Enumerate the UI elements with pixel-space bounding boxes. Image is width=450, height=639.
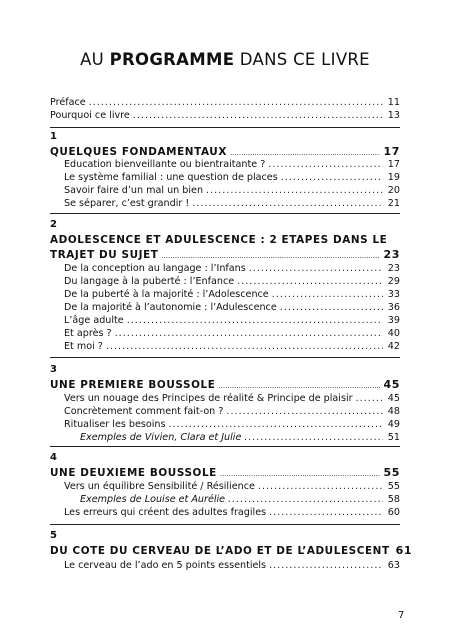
divider <box>50 127 400 128</box>
toc-chapter-3[interactable]: UNE PREMIERE BOUSSOLE ..... 45 <box>50 378 400 393</box>
page-title: AU PROGRAMME DANS CE LIVRE <box>80 50 370 69</box>
toc-entry-example[interactable]: Exemples de Louise et Aurélie ..... 58 <box>80 493 400 506</box>
section-number: 4 <box>50 452 57 463</box>
toc-entry[interactable]: Et moi ? ..... 42 <box>64 340 400 353</box>
toc-entry[interactable]: Vers un nouage des Principes de réalité & Principe de plaisir ..... 45 <box>64 392 400 405</box>
toc-entry-pourquoi[interactable]: Pourquoi ce livre ..... 13 <box>50 109 400 122</box>
section-number: 2 <box>50 219 57 230</box>
toc-entry[interactable]: Le système familial : une question de places ..... 19 <box>64 171 400 184</box>
toc-entry[interactable]: Education bienveillante ou bientraitante ? ..... 17 <box>64 158 400 171</box>
section-number: 3 <box>50 364 57 375</box>
toc-entry[interactable]: Le cerveau de l’ado en 5 points essentiels ..... 63 <box>64 559 400 572</box>
toc-entry-preface[interactable]: Préface ..... 11 <box>50 96 400 109</box>
leader-dots <box>89 96 383 109</box>
toc-entry[interactable]: Concrètement comment fait-on ? ..... 48 <box>64 405 400 418</box>
section-number: 5 <box>50 530 57 541</box>
toc-entry-example[interactable]: Exemples de Vivien, Clara et Julie ..... 51 <box>80 431 400 444</box>
toc-entry[interactable]: L’âge adulte ..... 39 <box>64 314 400 327</box>
toc-chapter-5[interactable]: DU COTE DU CERVEAU DE L’ADO ET DE L’ADULESCENT 61 <box>50 544 413 557</box>
divider <box>50 524 400 525</box>
toc-chapter-2[interactable]: TRAJET DU SUJET ..... 23 <box>50 248 400 263</box>
toc-entry[interactable]: De la puberté à la majorité : l’Adolescence ..... 33 <box>64 288 400 301</box>
toc-entry[interactable]: Et après ? ..... 40 <box>64 327 400 340</box>
toc-entry[interactable]: Ritualiser les besoins ..... 49 <box>64 418 400 431</box>
toc-entry[interactable]: De la majorité à l’autonomie : l’Adulescence ..... 36 <box>64 301 400 314</box>
toc-entry[interactable]: Se séparer, c’est grandir ! ..... 21 <box>64 197 400 210</box>
divider <box>50 213 400 214</box>
toc-chapter-1[interactable]: QUELQUES FONDAMENTAUX ..... 17 <box>50 145 400 160</box>
toc-entry[interactable]: Du langage à la puberté : l’Enfance ..... 29 <box>64 275 400 288</box>
toc-chapter-4[interactable]: UNE DEUXIEME BOUSSOLE ..... 55 <box>50 466 400 481</box>
toc-entry[interactable]: Les erreurs qui créent des adultes fragiles ..... 60 <box>64 506 400 519</box>
toc-chapter-2-line1[interactable]: ADOLESCENCE ET ADULESCENCE : 2 ETAPES DANS LE <box>50 234 388 246</box>
section-number: 1 <box>50 131 57 142</box>
toc-entry[interactable]: Savoir faire d’un mal un bien ..... 20 <box>64 184 400 197</box>
leader-dots <box>133 109 383 122</box>
divider <box>50 357 400 358</box>
toc-entry[interactable]: De la conception au langage : l’Infans ..... 23 <box>64 262 400 275</box>
page-number: 7 <box>398 610 405 621</box>
toc-entry[interactable]: Vers un équilibre Sensibilité / Résilience ..... 55 <box>64 480 400 493</box>
divider <box>50 446 400 447</box>
